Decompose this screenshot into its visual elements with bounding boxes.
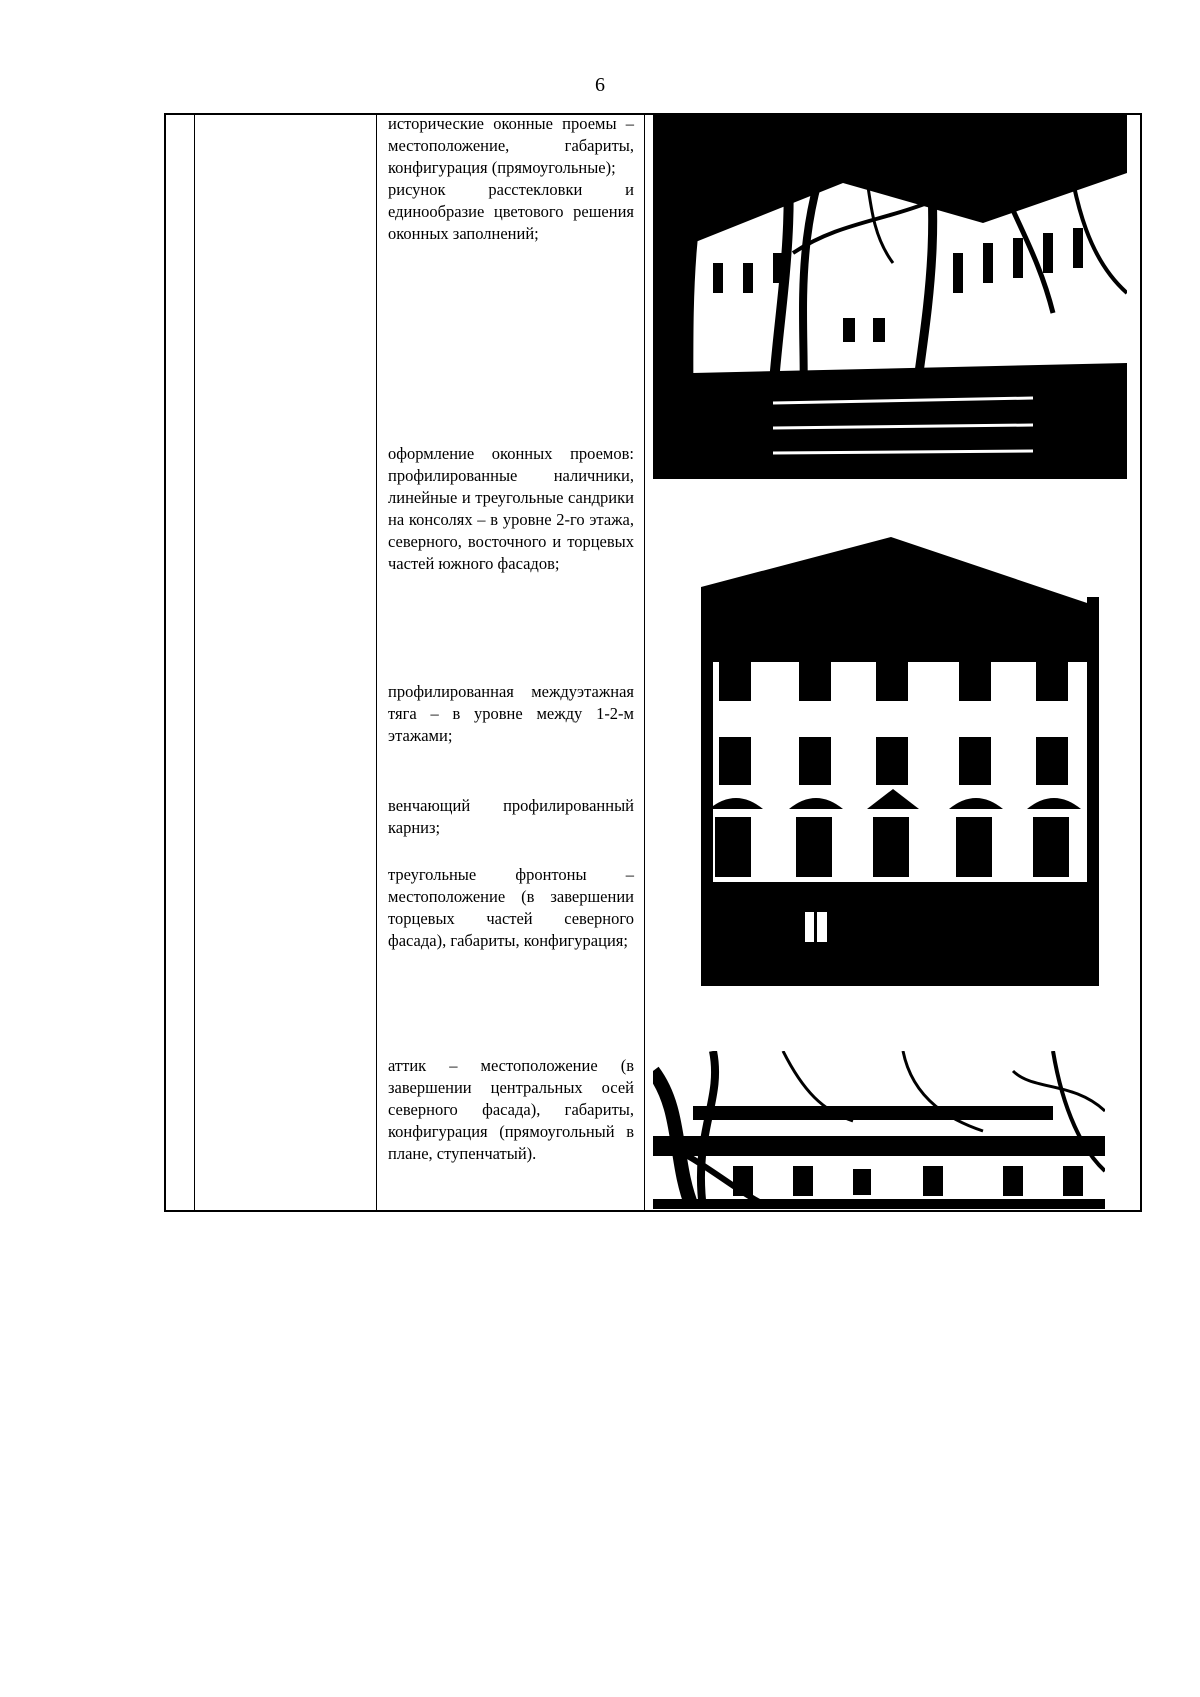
- photo-building-behind-trees-image: [653, 113, 1127, 479]
- photo-building-behind-trees: [653, 113, 1127, 479]
- paragraph: треугольные фронтоны – местоположение (в завершении торцевых частей северного фасада), габариты, конфигурация;: [388, 865, 634, 950]
- paragraph: исторические оконные проемы – местоположение, габариты, конфигурация (прямоугольные);: [388, 114, 634, 177]
- photo-facade-with-pediment: [701, 537, 1099, 986]
- text-block-windows: [388, 113, 634, 245]
- paragraph: аттик – местоположение (в завершении центральных осей северного фасада), габариты, конфигурация (прямоугольный в плане, ступенчатый).: [388, 1056, 634, 1163]
- text-block-attic: [388, 1055, 634, 1165]
- column-divider-2: [376, 115, 377, 1210]
- text-block-pediments: [388, 864, 634, 952]
- paragraph: оформление оконных проемов: профилированные наличники, линейные и треугольные сандрики на консолях – в уровне 2-го этажа, северного, восточного и торцевых частей южного фасадов;: [388, 444, 634, 573]
- paragraph: рисунок расстекловки и единообразие цветового решения оконных заполнений;: [388, 180, 634, 243]
- photo-attic-behind-branches-image: [653, 1051, 1105, 1209]
- column-divider-3: [644, 115, 645, 1210]
- photo-attic-behind-branches: [653, 1051, 1105, 1209]
- text-block-string-course: [388, 681, 634, 747]
- photo-facade-with-pediment-image: [701, 537, 1099, 986]
- text-block-cornice: [388, 795, 634, 839]
- heritage-elements-table: [164, 113, 1142, 1212]
- column-divider-1: [194, 115, 195, 1210]
- paragraph: профилированная междуэтажная тяга – в уровне между 1-2-м этажами;: [388, 682, 634, 745]
- page-number: 6: [595, 74, 605, 96]
- paragraph: венчающий профилированный карниз;: [388, 796, 634, 837]
- text-block-window-decor: [388, 443, 634, 575]
